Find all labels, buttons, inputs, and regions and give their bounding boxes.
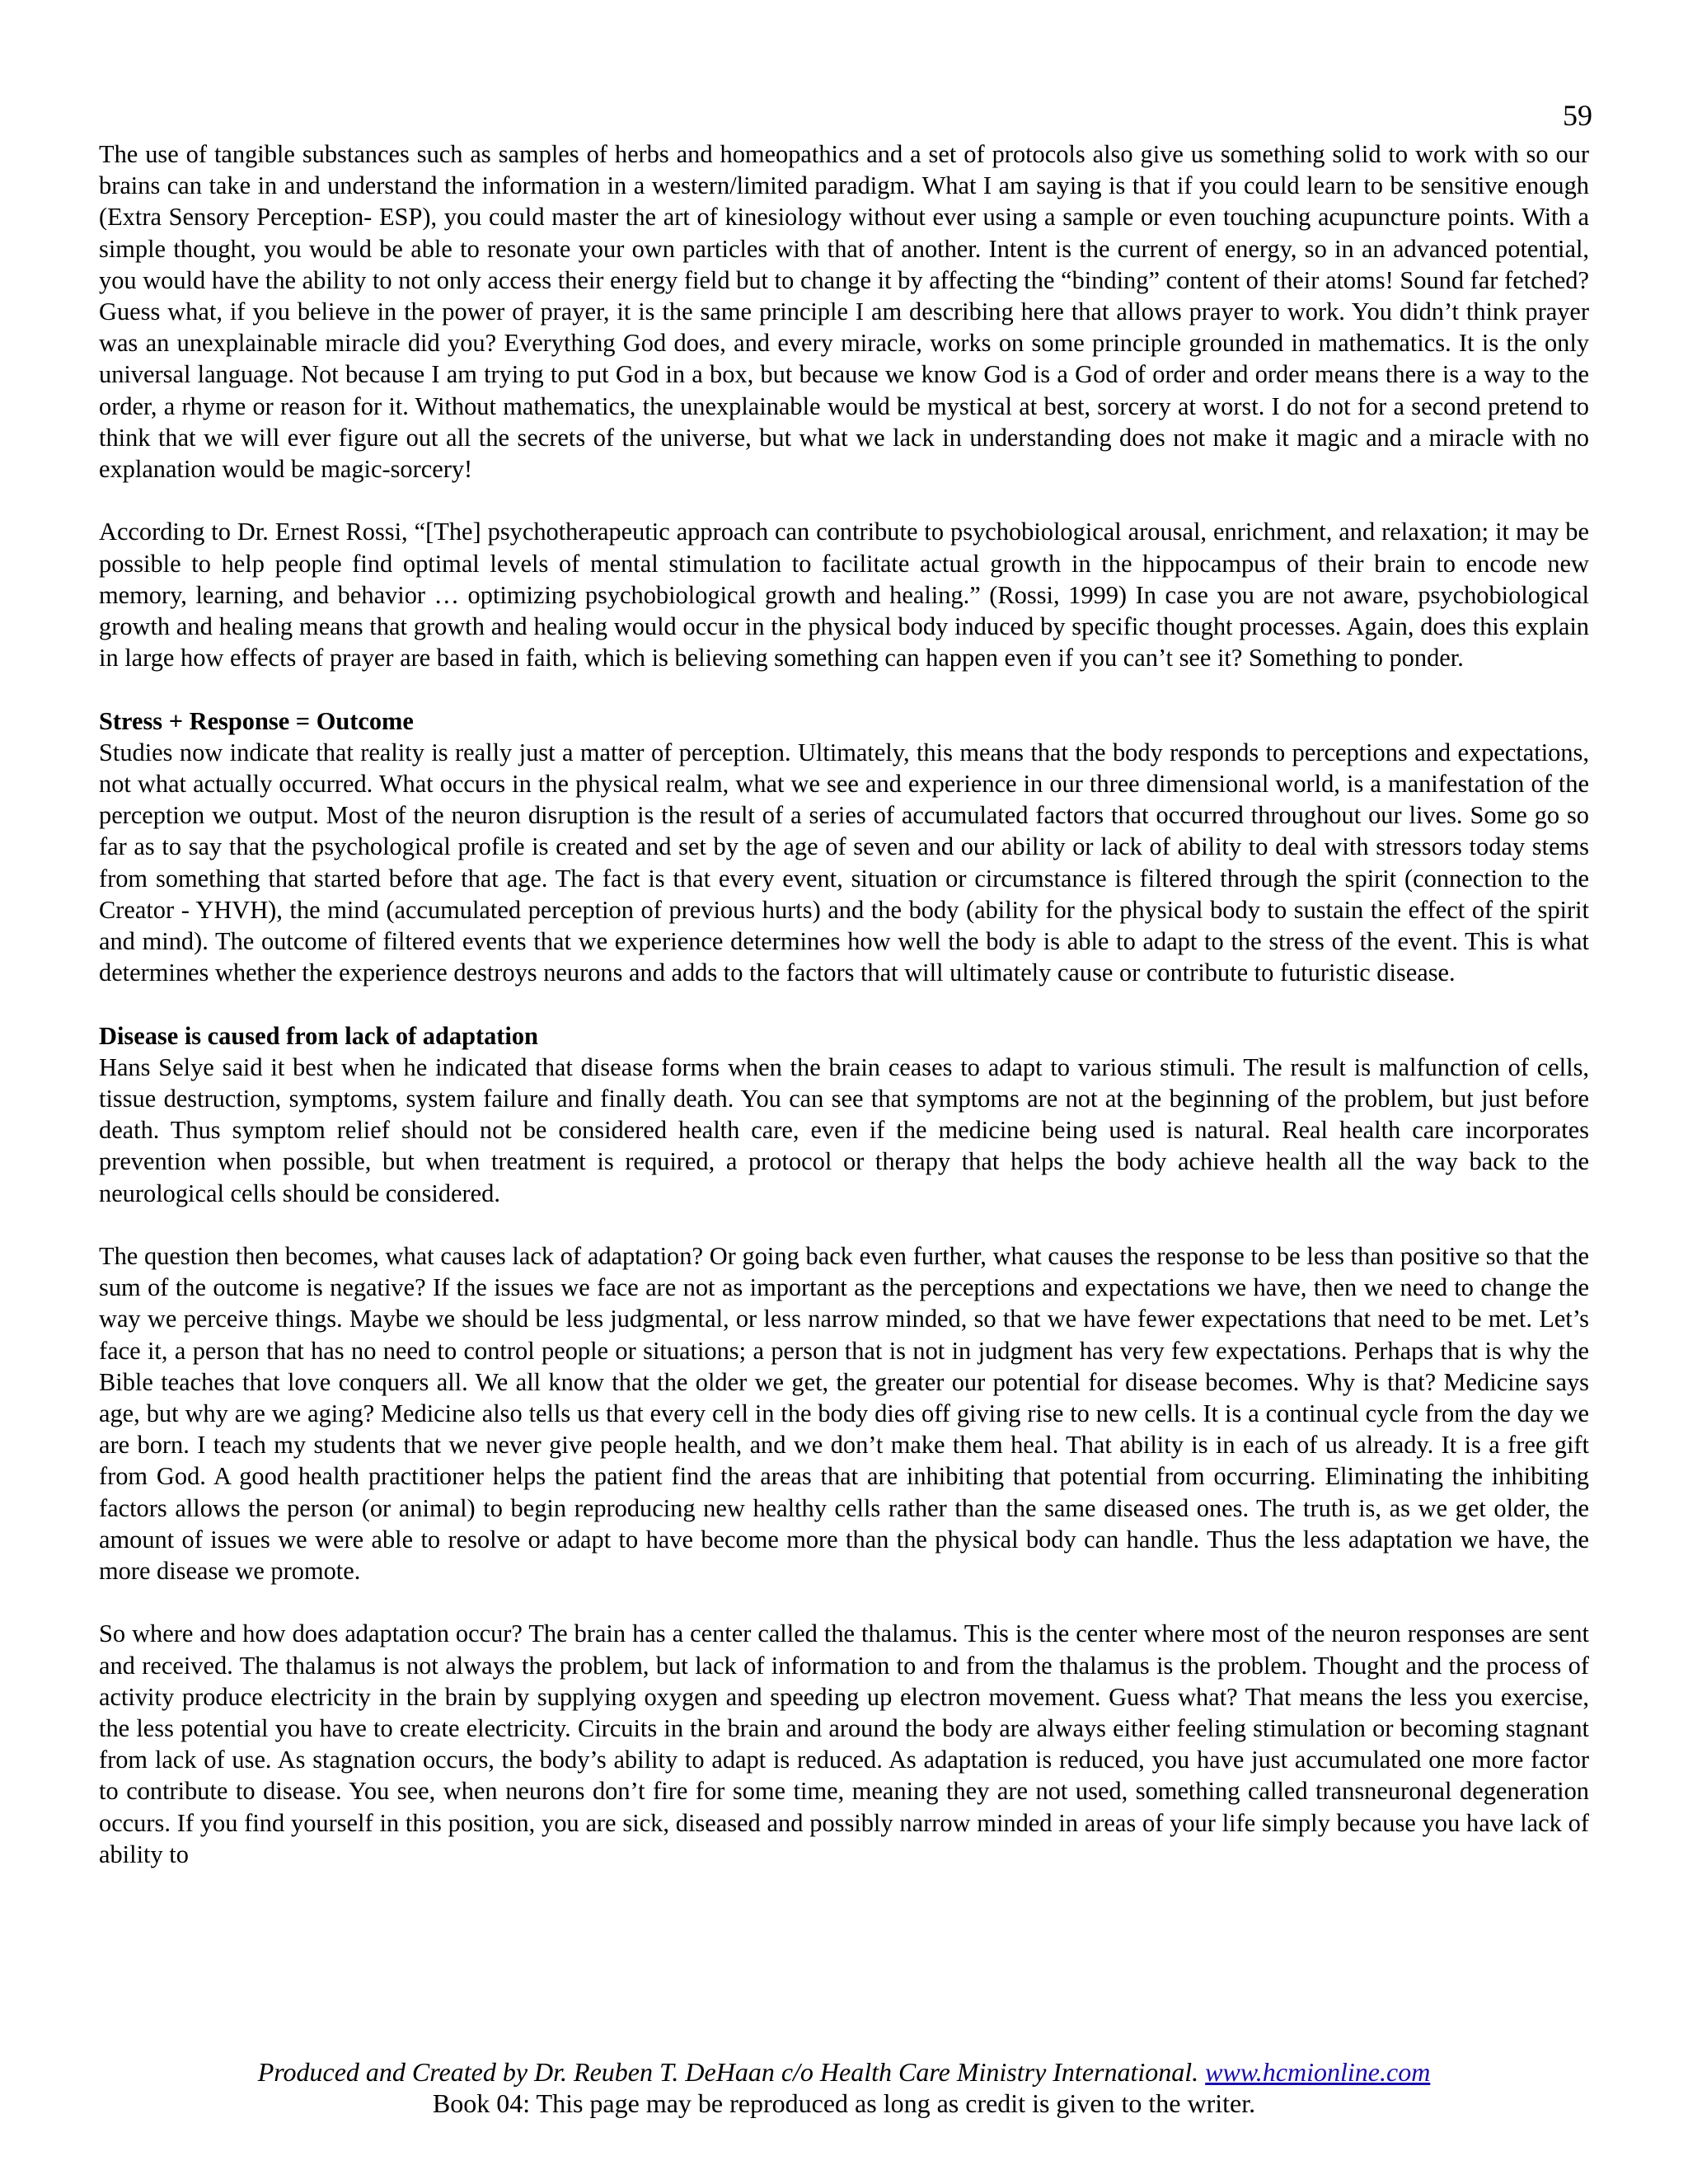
heading-lack-of-adaptation: Disease is caused from lack of adaptation [99,1021,538,1050]
paragraph-prayer-principle: The use of tangible substances such as samples of herbs and homeopathics and a set of protocols also give us something solid to work with so our brains can take in and understand the information in a western/limited paradigm. What I am saying is that if you could learn to be sensitive enough (Extra Sensory Perception- ESP), you could master the art of kinesiology without ever using a sample or even touching acupuncture points. With a simple thought, you would be able to resonate your own particles with that of another. Intent is the current of energy, so in an advanced potential, you would have the ability to not only access their energy field but to change it by affecting the “binding” content of their atoms! Sound far fetched? Guess what, if you believe in the power of prayer, it is the same principle I am describing here that allows prayer to work. You didn’t think prayer was an unexplainable miracle did you? Everything God does, and every miracle, works on some principle grounded in mathematics. It is the only universal language. Not because I am trying to put God in a box, but because we know God is a God of order and order means there is a way to the order, a rhyme or reason for it. Without mathematics, the unexplainable would be mystical at best, sorcery at worst. I do not for a second pretend to think that we will ever figure out all the secrets of the universe, but what we lack in understanding does not make it magic and a miracle with no explanation would be magic-sorcery! [99,140,1589,484]
paragraph-rossi-quote: According to Dr. Ernest Rossi, “[The] psychotherapeutic approach can contribute to psychobiological arousal, enrichment, and relaxation; it may be possible to help people find optimal levels of mental stimulation to facilitate actual growth in the hippocampus of their brain to encode new memory, learning, and behavior … optimizing psychobiological growth and healing.” (Rossi, 1999) In case you are not aware, psychobiological growth and healing means that growth and healing would occur in the physical body induced by specific thought processes. Again, does this explain in large how effects of prayer are based in faith, which is believing something can happen even if you can’t see it? Something to ponder. [99,518,1589,673]
footer-credit-line [0,2056,1688,2088]
heading-stress-response-outcome: Stress + Response = Outcome [99,706,414,735]
paragraph-perception: Studies now indicate that reality is really just a matter of perception. Ultimately, this means that the body responds to perceptions and expectations, not what actually occurred. What occurs in the physical realm, what we see and experience in our three dimensional world, is a manifestation of the perception we output. Most of the neuron disruption is the result of a series of accumulated factors that occurred throughout our lives. Some go so far as to say that the psychological profile is created and set by the age of seven and our ability or lack of ability to deal with stressors today stems from something that started before that age. The fact is that every event, situation or circumstance is filtered through the spirit (connection to the Creator - YHVH), the mind (accumulated perception of previous hurts) and the body (ability for the physical body to sustain the effect of the spirit and mind). The outcome of filtered events that we experience determines how well the body is able to adapt to the stress of the event. This is what determines whether the experience destroys neurons and adds to the factors that will ultimately cause or contribute to futuristic disease. [99,738,1589,987]
paragraph-thalamus: So where and how does adaptation occur? The brain has a center called the thalamus. This is the center where most of the neuron responses are sent and received. The thalamus is not always the problem, but lack of information to and from the thalamus is the problem. Thought and the process of activity produce electricity in the brain by supplying oxygen and speeding up electron movement. Guess what? That means the less you exercise, the less potential you have to create electricity. Circuits in the brain and around the body are always either feeling stimulation or becoming stagnant from lack of use. As stagnation occurs, the body’s ability to adapt is reduced. As adaptation is reduced, you have just accumulated one more factor to contribute to disease. You see, when neurons don’t fire for some time, meaning they are not used, something called transneuronal degeneration occurs. If you find yourself in this position, you are sick, diseased and possibly narrow minded in areas of your life simply because you have lack of ability to [99,1619,1589,1868]
page-footer [0,2056,1688,2119]
footer-reproduction-notice: Book 04: This page may be reproduced as long as credit is given to the writer. [432,2088,1256,2118]
paragraph-adaptation-question: The question then becomes, what causes lack of adaptation? Or going back even further, what causes the response to be less than positive so that the sum of the outcome is negative? If the issues we face are not as important as the perceptions and expectations we have, then we need to change the way we perceive things. Maybe we should be less judgmental, or less narrow minded, so that we have fewer expectations that need to be met. Let’s face it, a person that has no need to control people or situations; a person that is not in judgment has very few expectations. Perhaps that is why the Bible teaches that love conquers all. We all know that the older we get, the greater our potential for disease becomes. Why is that? Medicine says age, but why are we aging? Medicine also tells us that every cell in the body dies off giving rise to new cells. It is a continual cycle from the day we are born. I teach my students that we never give people health, and we don’t make them heal. That ability is in each of us already. It is a free gift from God. A good health practitioner helps the patient find the areas that are inhibiting that potential from occurring. Eliminating the inhibiting factors allows the person (or animal) to begin reproducing new healthy cells rather than the same diseased ones. The truth is, as we get older, the amount of issues we were able to resolve or adapt to have become more than the physical body can handle. Thus the less adaptation we have, the more disease we promote. [99,1242,1589,1586]
page-number: 59 [1563,99,1592,132]
footer-credit-text: Produced and Created by Dr. Reuben T. DeHaan c/o Health Care Ministry International. [257,2057,1199,2087]
footer-website-link[interactable]: www.hcmionline.com [1205,2057,1431,2087]
paragraph-hans-selye: Hans Selye said it best when he indicated that disease forms when the brain ceases to adapt to various stimuli. The result is malfunction of cells, tissue destruction, symptoms, system failure and finally death. You can see that symptoms are not at the beginning of the problem, but just before death. Thus symptom relief should not be considered health care, even if the medicine being used is natural. Real health care incorporates prevention when possible, but when treatment is required, a protocol or therapy that helps the body achieve health all the way back to the neurological cells should be considered. [99,1052,1589,1207]
page-content [99,138,1589,1901]
